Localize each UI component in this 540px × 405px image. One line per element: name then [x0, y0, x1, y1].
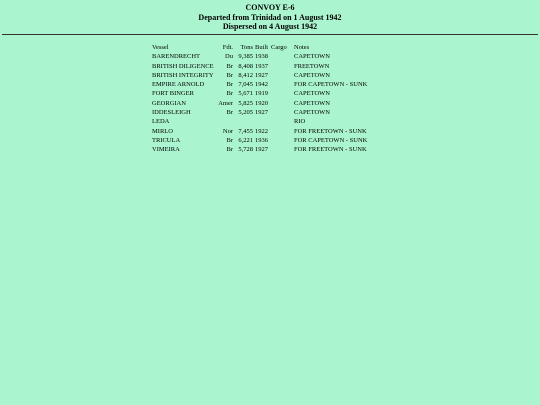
column-header-cargo: Cargo — [271, 44, 287, 51]
vessel-cell: BARENDRECHT — [152, 53, 201, 61]
column-header-flag: Fdt. — [222, 44, 233, 51]
flag-cell: Br — [226, 62, 233, 70]
tons-cell: 5,728 — [238, 146, 253, 154]
table-row — [152, 89, 367, 98]
table-row — [152, 117, 367, 126]
built-cell: 1922 — [255, 127, 268, 135]
table-row — [152, 108, 367, 117]
tons-cell: 8,412 — [238, 71, 253, 79]
table-row — [152, 145, 367, 154]
flag-cell — [218, 117, 236, 126]
vessel-cell: IDDESLEIGH — [152, 109, 191, 117]
flag-cell: Br — [226, 81, 233, 89]
convoy-table — [152, 43, 367, 155]
tons-cell: 5,825 — [238, 99, 253, 107]
vessel-cell: FORT BINGER — [152, 90, 194, 98]
notes-cell: FOR CAPETOWN - SUNK — [294, 136, 368, 144]
vessel-cell: MIRLO — [152, 127, 173, 135]
cargo-cell — [269, 62, 294, 71]
table-row — [152, 80, 367, 89]
built-cell: 1942 — [255, 81, 268, 89]
table-header-row — [152, 43, 367, 52]
vessel-cell: BRITISH DILIGENCE — [152, 62, 214, 70]
tons-cell: 7,045 — [238, 81, 253, 89]
vessel-cell: GEORGIAN — [152, 99, 186, 107]
notes-cell: FOR CAPETOWN - SUNK — [294, 81, 368, 89]
tons-cell: 5,205 — [238, 109, 253, 117]
notes-cell: CAPETOWN — [294, 71, 330, 79]
page-header — [0, 0, 540, 32]
flag-cell: Br — [226, 136, 233, 144]
cargo-cell — [269, 136, 294, 145]
column-header-tons: Tons — [240, 44, 253, 51]
built-cell: 1938 — [255, 53, 268, 61]
built-cell: 1927 — [255, 146, 268, 154]
built-cell: 1927 — [255, 109, 268, 117]
column-header-vessel: Vessel — [152, 44, 169, 51]
notes-cell: RIO — [294, 118, 306, 126]
dispersed-line: Dispersed on 4 August 1942 — [222, 22, 318, 31]
table-row — [152, 99, 367, 108]
column-header-notes: Notes — [294, 44, 310, 51]
cargo-cell — [269, 71, 294, 80]
departed-line: Departed from Trinidad on 1 August 1942 — [198, 12, 342, 22]
built-cell — [255, 117, 269, 126]
notes-cell: CAPETOWN — [294, 99, 330, 107]
built-cell: 1919 — [255, 90, 268, 98]
table-row — [152, 62, 367, 71]
cargo-cell — [269, 52, 294, 61]
tons-cell: 7,455 — [238, 127, 253, 135]
built-cell: 1920 — [255, 99, 268, 107]
notes-cell: CAPETOWN — [294, 109, 330, 117]
vessel-cell: TRICULA — [152, 136, 181, 144]
flag-cell: Br — [226, 71, 233, 79]
flag-cell: Nor — [222, 127, 233, 135]
notes-cell: CAPETOWN — [294, 90, 330, 98]
built-cell: 1937 — [255, 62, 268, 70]
cargo-cell — [269, 89, 294, 98]
flag-cell: Br — [226, 109, 233, 117]
cargo-cell — [269, 117, 294, 126]
vessel-cell: EMPIRE ARNOLD — [152, 81, 205, 89]
page-title: CONVOY E-6 — [245, 3, 295, 12]
flag-cell: Amer — [218, 99, 233, 107]
tons-cell: 8,408 — [238, 62, 253, 70]
built-cell: 1936 — [255, 136, 268, 144]
tons-cell — [236, 117, 255, 126]
table-row — [152, 52, 367, 61]
cargo-cell — [269, 99, 294, 108]
notes-cell: FOR FREETOWN - SUNK — [294, 127, 367, 135]
horizontal-divider — [2, 34, 538, 35]
table-row — [152, 136, 367, 145]
vessel-cell: LEDA — [152, 118, 170, 126]
cargo-cell — [269, 145, 294, 154]
flag-cell: Br — [226, 90, 233, 98]
notes-cell: CAPETOWN — [294, 53, 330, 61]
notes-cell: FREETOWN — [294, 62, 330, 70]
flag-cell: Br — [226, 146, 233, 154]
table-body — [152, 52, 367, 154]
flag-cell: Du — [225, 53, 233, 61]
notes-cell: FOR FREETOWN - SUNK — [294, 146, 367, 154]
tons-cell: 6,221 — [238, 136, 253, 144]
built-cell: 1927 — [255, 71, 268, 79]
table-row — [152, 71, 367, 80]
column-header-built: Built — [255, 44, 269, 51]
cargo-cell — [269, 80, 294, 89]
vessel-cell: BRITISH INTEGRITY — [152, 71, 214, 79]
vessel-cell: VIMEIRA — [152, 146, 180, 154]
tons-cell: 9,385 — [238, 53, 253, 61]
tons-cell: 5,671 — [238, 90, 253, 98]
cargo-cell — [269, 127, 294, 136]
table-row — [152, 127, 367, 136]
cargo-cell — [269, 108, 294, 117]
